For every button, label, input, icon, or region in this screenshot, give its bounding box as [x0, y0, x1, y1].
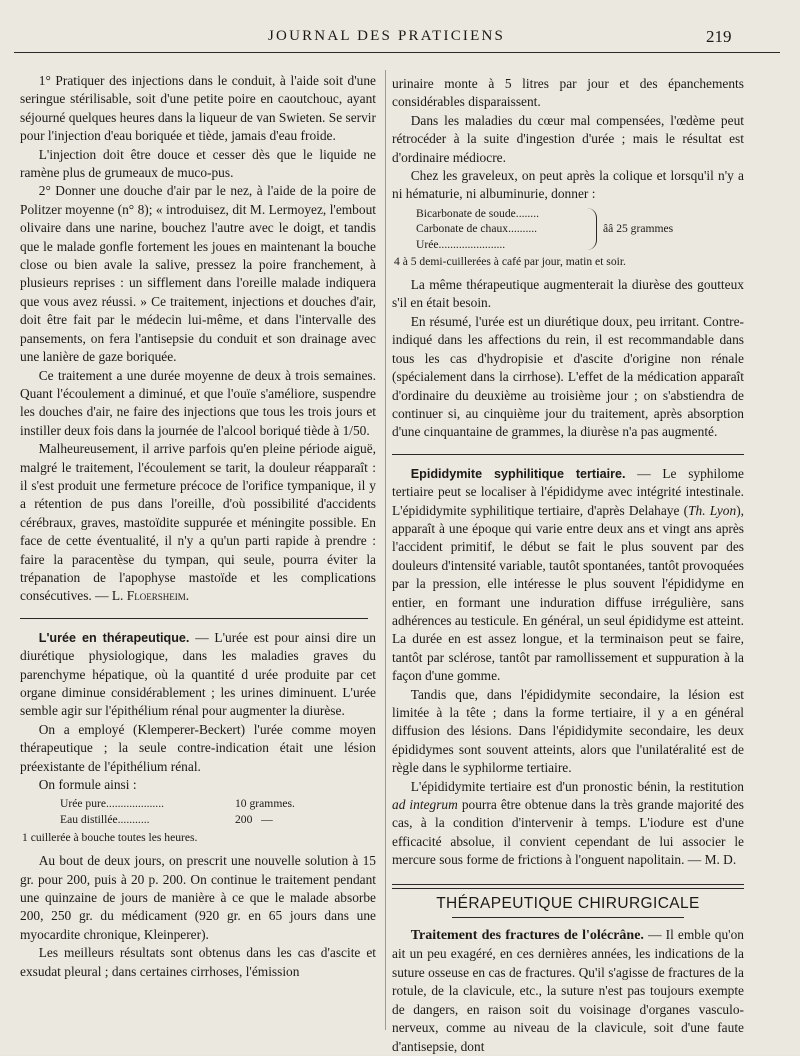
brace-icon	[586, 208, 597, 250]
running-header: JOURNAL DES PRATICIENS	[268, 28, 506, 44]
article-title-epididymite: Epididymite syphilitique tertiaire.	[410, 466, 626, 481]
paragraph-urinaire: urinaire monte à 5 litres par jour et des épanchements considérables disparaissent.	[392, 76, 744, 110]
right-column	[392, 75, 744, 1056]
formula-row: Eau distillée........... 200 —	[60, 812, 273, 826]
paragraph-injection-note: L'injection doit être douce et cesser dès que le liquide ne ramène plus de grumeaux de muco-pus.	[20, 146, 376, 181]
paragraph-injections: 1° Pratiquer des injections dans le conduit, à l'aide soit d'une seringue stérilisable, soit d'une petite poire en caoutchouc, ayant séjourné quelques heures dans la liqueur de van Swieten. Se servir pour l'injection d'eau boriquée et tiède, jamais d'eau froide.	[20, 73, 376, 144]
dose-note: 4 à 5 demi-cuillerées à café par jour, matin et soir.	[394, 255, 626, 269]
article-title-uree: L'urée en thérapeutique.	[38, 630, 190, 645]
paragraph-treatment-course: Au bout de deux jours, on prescrit une nouvelle solution à 15 gr. pour 200, puis à 20 p. 200. On continue le traitement pendant une quinzaine de jours de manière à ce que le malade absorbe 200, 250 gr. du médicament (920 gr. en 65 jours dans une myocardite chronique, Kleinperer).	[20, 853, 376, 942]
author-signature: M. D.	[704, 852, 737, 868]
paragraph-duration: Ce traitement a une durée moyenne de deux à trois semaines. Quant l'écoulement a diminué, et que l'ouïe s'améliore, suspendre les douches d'air, ne faire des injections que tous les trois jours et instiller deux fois dans la journée de l'alcool boriqué tiède à 1/50.	[20, 367, 376, 438]
paragraph-epididymite-secondaire: Tandis que, dans l'épididymite secondaire, la lésion est limitée à la tête ; dans la forme tertiaire, il y a en général diffusion des lésions. Dans l'épididymite secondaire, les deux épididymes sont souvent atteints, alors que l'unilatéralité est de règle dans le syphilorme tertiaire.	[392, 686, 744, 776]
dose-ingredient: Urée.......................	[416, 237, 506, 251]
paragraph-coeur: Dans les maladies du cœur mal compensées, l'œdème peut rétrocéder à la suite d'ingestion d'urée ; mais le résultat est d'ordinaire médiocre.	[392, 112, 744, 165]
column-divider	[385, 70, 386, 1030]
dose-ingredient: Bicarbonate de soude........	[416, 206, 539, 220]
paragraph-resume: En résumé, l'urée est un diurétique doux, peu irritant. Contre-indiqué dans les affections du rein, il est recommandable dans tous les cas d'hydropisie et d'ascite d'origine non rénale (spécialement dans la cirrhose). L'effet de la médication apparaît d'ordinaire du deuxième au troisième jour ; on s'abstiendra de continuer si, au cinquième jour du traitement, après absorption d'une cinquantaine de grammes, la diurèse n'a pas augmenté.	[392, 313, 744, 440]
section-heading: THÉRAPEUTIQUE CHIRURGICALE	[436, 894, 700, 912]
paragraph-results: Les meilleurs résultats sont obtenus dans les cas d'ascite et exsudat pleural ; dans certaines cirrhoses, l'émission	[20, 945, 376, 979]
paragraph-air-douche: 2° Donner une douche d'air par le nez, à l'aide de la poire de Politzer moyenne (n° 8); « introduisez, dit M. Lermoyez, l'embout olivaire dans une narine, bouchez l'autre avec le doigt, et tandis que le malade gonfle fortement les joues en maintenant la bouche close ou bien avale la salive, pressez la poire franchement, à plusieurs reprises : un sifflement dans l'oreille malade indiquera que vous avez réussi. » Ce traitement, injections et douches d'air, doit être fait par le médecin lui-même, et dans l'intervalle des pansements, on fera l'antisepsie du conduit et son drainage avec une lanière de gaze boriquée.	[20, 183, 376, 365]
section-heading-rule	[452, 917, 684, 918]
dose-prescription	[416, 206, 744, 252]
left-column	[20, 72, 376, 981]
dose-ingredient: Carbonate de chaux..........	[416, 222, 538, 236]
dose-quantity: ââ 25 grammes	[603, 222, 674, 236]
article-title-olecrane: Traitement des fractures de l'olécrâne.	[410, 928, 644, 944]
paragraph-uree-intro: L'urée en thérapeutique. — L'urée est pour ainsi dire un diurétique physiologique, dans les maladies graves du parenchyme hépatique, où la quantité d urée produite par cet organe diminue considérablement ; les urines diminuent. L'urée semble agir sur l'épithélium rénal pour augmenter la diurèse.	[20, 629, 376, 719]
author-signature: L. Floersheim.	[111, 588, 190, 604]
paragraph-goutteux: La même thérapeutique augmenterait la diurèse des goutteux s'il en était besoin.	[392, 277, 744, 311]
formula-row: Urée pure.................... 10 grammes.	[60, 797, 295, 811]
paragraph-formule: On formule ainsi :	[38, 777, 137, 793]
prescription-formula	[20, 796, 376, 827]
article-separator	[392, 454, 744, 455]
section-double-rule	[392, 884, 744, 889]
paragraph-klemperer: On a employé (Klemperer-Beckert) l'urée comme moyen thérapeutique ; la seule contre-indication était une lésion préexistante de l'épithélium rénal.	[20, 721, 376, 774]
paragraph-pronostic: L'épididymite tertiaire est d'un pronostic bénin, la restitution ad integrum pourra être obtenue dans la très grande majorité des cas, à la condition d'intervenir à temps. L'iodure est d'une efficacité absolue, il convient cependant de lui associer le mercure sous forme de frictions à l'onguent napolitain. — M. D.	[392, 778, 744, 868]
header-rule	[14, 52, 780, 53]
page-number: 219	[706, 27, 732, 46]
article-separator	[20, 618, 368, 619]
formula-dosage-note: 1 cuillerée à bouche toutes les heures.	[22, 831, 198, 845]
paragraph-olecrane: Traitement des fractures de l'olécrâne. — Il emble qu'on ait un peu exagéré, en ces dernières années, les indications de la suture osseuse en cas de fractures. Qu'il s'agisse de fractures de la rotule, de la clavicule, etc., la suture n'est pas toujours exempte de dangers, en raison soit du voisinage d'organes vasculo-nerveux, comme au niveau de la clavicule, soit d'une faute d'antisepsie, dont	[392, 927, 744, 1054]
paragraph-graveleux: Chez les graveleux, on peut après la colique et lorsqu'il n'y a ni hématurie, ni albuminurie, donner :	[392, 168, 744, 202]
paragraph-epididymite-intro: Epididymite syphilitique tertiaire. — Le syphilome tertiaire peut se localiser à l'épididyme avec intégrité intestinale. L'épididymite syphilitique tertiaire, d'après Delahaye (Th. Lyon), apparaît à une époque qui varie entre deux ans et vingt ans après l'accident primitif, le début se fait le plus souvent par des douleurs d'intensité variable, tautôt spontanées, tantôt provoquées par la pression, elle intéresse le plus souvent l'épididyme en entier, en formant une induration diffuse irrégulière, sans adhérences au testicule. En général, un seul épididyme est atteint. La durée en est assez longue, et la terminaison peut se faire, tantôt par sclérose, tantôt par ramollissement et suppuration à la façon d'une gomme.	[392, 465, 744, 684]
paragraph-complications: Malheureusement, il arrive parfois qu'en pleine période aiguë, malgré le traitement, l'écoulement se tarit, la douleur réapparaît : il s'est produit une fermeture précoce de l'orifice tympanique, il y a rétention de pus dans l'oreille, d'où possibilité d'accidents cérébraux, graves, mastoïdite suppurée et méningite possible. En face de cette éventualité, il n'y a qu'un parti rapide à prendre : faire la paracentèse du tympan, qui seule, pourra éviter la trépanation de l'apophyse mastoïde et les complications consécutives. — L. Floersheim.	[20, 441, 376, 604]
